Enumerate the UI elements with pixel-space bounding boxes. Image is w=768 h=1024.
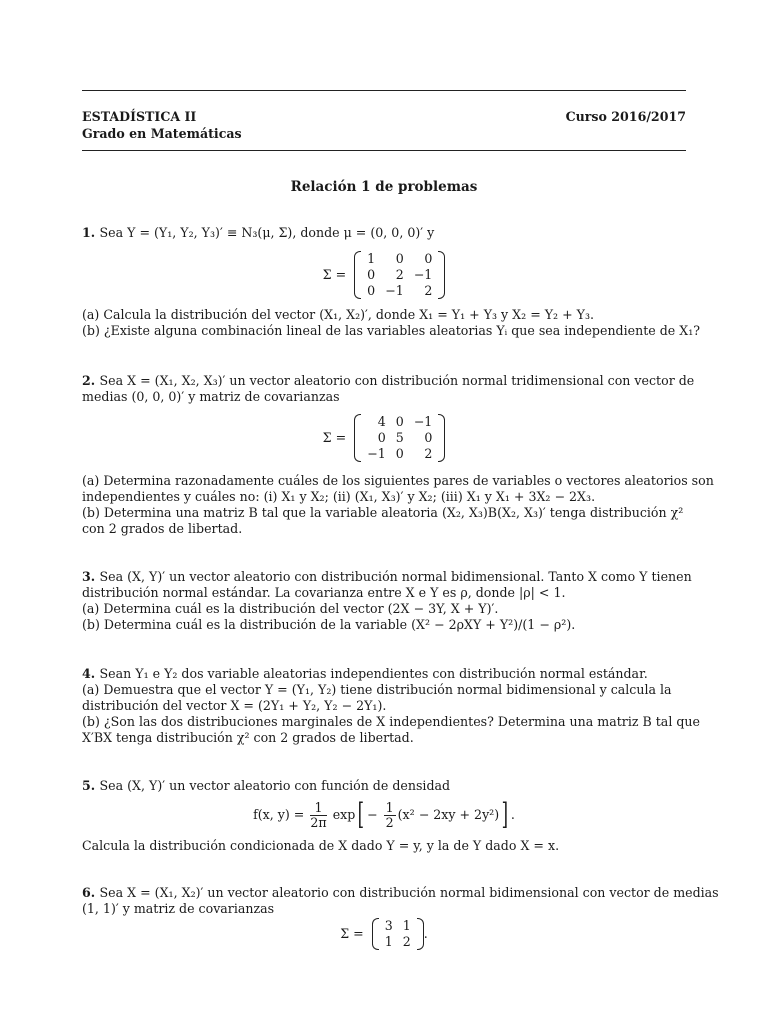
header-bottom-rule	[82, 150, 686, 151]
document-page	[82, 0, 719, 1024]
problem-text: medias (0, 0, 0)′ y matriz de covarianzas	[82, 389, 340, 404]
formula-lhs: f(x, y) =	[253, 807, 305, 822]
matrix-label: Σ =	[340, 926, 364, 941]
question-b: (b) Determina cuál es la distribución de la variable (X² − 2ρXY + Y²)/(1 − ρ²).	[82, 617, 576, 632]
question-b: (b) ¿Existe alguna combinación lineal de las variables aleatorias Yᵢ que sea independiente de X₁?	[82, 323, 701, 338]
question-a-line-2: distribución del vector X = (2Y₁ + Y₂, Y₂ − 2Y₁).	[82, 698, 387, 713]
course-title: ESTADÍSTICA II	[82, 109, 197, 124]
problem-5-question	[82, 838, 686, 854]
problem-number: 3	[82, 569, 91, 584]
problem-5-intro: 5. Sea (X, Y)′ un vector aleatorio con función de densidad	[82, 778, 451, 793]
question-a: (a) Calcula la distribución del vector (X₁, X₂)′, donde X₁ = Y₁ + Y₃ y X₂ = Y₂ + Y₃.	[82, 307, 595, 322]
problem-2-intro: 2. Sea X = (X₁, X₂, X₃)′ un vector aleatorio con distribución normal tridimensional con vector de medias (0, 0, 0)′ y matriz de covarianzas	[82, 373, 695, 404]
density-formula: f(x, y) = $\frac{1}{2\pi}$ exp[ − $\frac{1}{2}$ (x² − 2xy + 2y²)] .	[253, 797, 515, 832]
problem-text: (1, 1)′ y matriz de covarianzas	[82, 901, 275, 916]
problem-6-intro: 6. Sea X = (X₁, X₂)′ un vector aleatorio con distribución normal bidimensional con vector de medias (1, 1)′ y matriz de covarianzas	[82, 885, 719, 916]
degree-name: Grado en Matemáticas	[82, 126, 242, 141]
problem-text: distribución normal estándar. La covarianza entre X e Y es ρ, donde |ρ| < 1.	[82, 585, 566, 600]
problem-1-intro: 1. Sea Y = (Y₁, Y₂, Y₃)′ ≡ N₃(μ, Σ), donde μ = (0, 0, 0)′ y	[82, 225, 435, 240]
problem-number: 4	[82, 666, 91, 681]
problem-text: Sea X = (X₁, X₂)′ un vector aleatorio con distribución normal bidimensional con vector de medias	[99, 885, 719, 900]
problem-number: 6	[82, 885, 91, 900]
left-bracket: [	[357, 797, 365, 832]
problem-6-matrix: Σ = 3 1 1 2 .	[340, 918, 428, 949]
fraction-1-over-2: $\frac{1}{2}$	[385, 799, 394, 830]
question-a-line-1: (a) Demuestra que el vector Y = (Y₁, Y₂) tiene distribución normal bidimensional y calcula la	[82, 682, 672, 697]
question-b-line-2: con 2 grados de libertad.	[82, 521, 243, 536]
problem-text: Calcula la distribución condicionada de X dado Y = y, y la de Y dado X = x.	[82, 838, 560, 853]
question-b-line-1: (b) Determina una matriz B tal que la variable aleatoria (X₂, X₃)B(X₂, X₃)′ tenga distribución χ²	[82, 505, 684, 520]
question-b-line-2: X′BX tenga distribución χ² con 2 grados de libertad.	[82, 730, 414, 745]
minus-sign: −	[367, 807, 378, 822]
exp-function: exp	[332, 807, 356, 822]
problem-1-questions	[82, 307, 701, 339]
top-rule	[82, 90, 686, 91]
problem-4: 4. Sean Y₁ e Y₂ dos variable aleatorias independientes con distribución normal estándar. (a) Demuestra que el vector Y = (Y₁, Y₂) tiene distribución normal bidimensional y calcula la distribución del vector X = (2Y₁ + Y₂, Y₂ − 2Y₁). (b) ¿Son las dos distribuciones marginales de X independientes? Determina una matriz B tal que X′BX tenga distribución χ² con 2 grados de libertad.	[82, 666, 700, 745]
covariance-matrix: 4 0 −1 0 5 0 −1 0 2	[354, 414, 445, 462]
page-title: Relación 1 de problemas	[290, 179, 478, 195]
problem-number: 2	[82, 373, 91, 388]
problem-text: Sea X = (X₁, X₂, X₃)′ un vector aleatorio con distribución normal tridimensional con vector de	[99, 373, 695, 388]
question-a-line-1: (a) Determina razonadamente cuáles de los siguientes pares de variables o vectores aleatorios son	[82, 473, 714, 488]
formula-inner: (x² − 2xy + 2y²)	[397, 807, 500, 822]
question-b-line-1: (b) ¿Son las dos distribuciones marginales de X independientes? Determina una matriz B tal que	[82, 714, 700, 729]
matrix-label: Σ =	[322, 430, 347, 445]
problem-text: Sea (X, Y)′ un vector aleatorio con distribución normal bidimensional. Tanto X como Y tienen	[99, 569, 692, 584]
question-a-line-2: independientes y cuáles no: (i) X₁ y X₂; (ii) (X₁, X₃)′ y X₂; (iii) X₁ y X₁ + 3X₂ − 2X₃.	[82, 489, 596, 504]
problem-3: 3. Sea (X, Y)′ un vector aleatorio con distribución normal bidimensional. Tanto X como Y tienen distribución normal estándar. La covarianza entre X e Y es ρ, donde |ρ| < 1. (a) Determina cuál es la distribución del vector (2X − 3Y, X + Y)′. (b) Determina cuál es la distribución de la variable (X² − 2ρXY + Y²)/(1 − ρ²).	[82, 569, 692, 632]
matrix-label: Σ =	[322, 267, 347, 282]
header-row-1	[82, 109, 686, 125]
question-a: (a) Determina cuál es la distribución del vector (2X − 3Y, X + Y)′.	[82, 601, 499, 616]
problem-text: Sean Y₁ e Y₂ dos variable aleatorias independientes con distribución normal estándar.	[99, 666, 648, 681]
academic-year: Curso 2016/2017	[565, 109, 686, 124]
covariance-matrix: 3 1 1 2	[372, 918, 424, 950]
problem-number: 1	[82, 225, 91, 240]
problem-1-matrix	[82, 251, 686, 299]
fraction-1-over-2pi: $\frac{1}{2\pi}$	[310, 799, 327, 830]
problem-number: 5	[82, 778, 91, 793]
covariance-matrix: 1 0 0 0 2 −1 0 −1 2	[354, 251, 445, 299]
problem-2-matrix	[82, 414, 686, 462]
problem-2-questions	[82, 473, 714, 537]
header-row-2	[82, 126, 686, 142]
problem-text: Sea (X, Y)′ un vector aleatorio con función de densidad	[99, 778, 451, 793]
right-bracket: ]	[501, 797, 509, 832]
problem-text: Sea Y = (Y₁, Y₂, Y₃)′ ≡ N₃(μ, Σ), donde μ = (0, 0, 0)′ y	[99, 225, 435, 240]
